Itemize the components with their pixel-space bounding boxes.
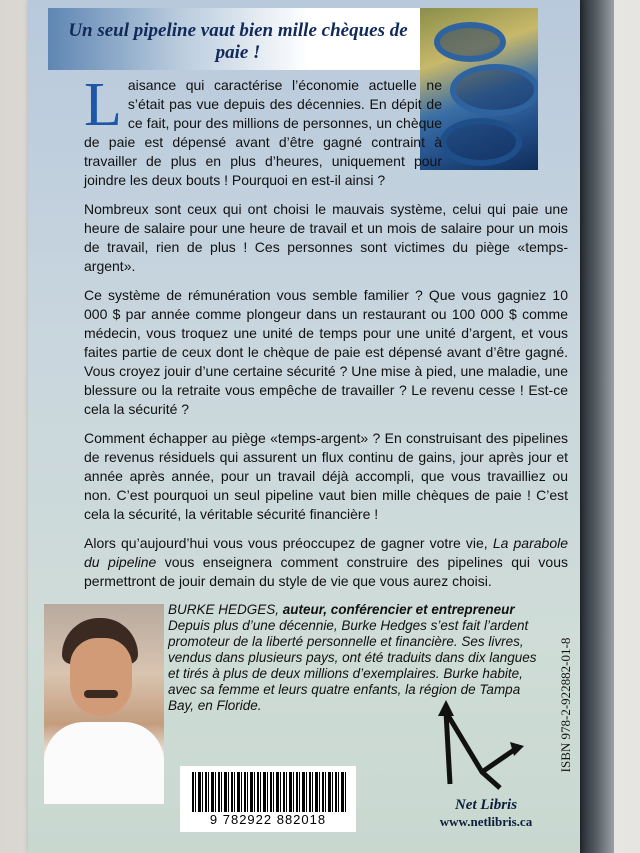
author-bio-text: Depuis plus d’une décennie, Burke Hedges s’est fait l’ardent promoteur de la liberté personnelle et financière. Ses livres, vendus dans plusieurs pays, ont été traduits dans dix langues et tirés à plus de deux millions d’exemplaires. Burke habite, avec sa femme et leurs quatre enfants, la région de Tampa Bay, en Floride. — [168, 618, 537, 713]
author-name: BURKE HEDGES, — [168, 602, 280, 617]
publisher-name: Net Libris — [454, 797, 518, 813]
book-back-cover — [28, 0, 580, 853]
paragraph-2: Nombreux sont ceux qui ont choisi le mauvais système, celui qui paie une heure de salaire pour une heure de travail et un mois de salaire pour un mois de travail, rien de plus ! Ces personnes sont victimes du piège «temps-argent». — [84, 201, 568, 274]
title-band — [48, 8, 420, 70]
publisher-url: www.netlibris.ca — [439, 814, 533, 829]
paragraph-5: Alors qu’aujourd’hui vous vous préoccupez de gagner votre vie, La parabole du pipeline vous enseignera comment construire des pipelines qui vous permettront de jouir demain du style de vie que vous aurez choisi. — [84, 535, 568, 589]
dropcap-letter: L — [84, 71, 122, 139]
book-title-inline: La parabole du pipeline — [84, 535, 568, 570]
publisher-arrows-logo — [438, 694, 528, 794]
paragraph-1: Laisance qui caractérise l’économie actuelle ne s’était pas vue depuis des décennies. En dépit de ce fait, pour des millions de personnes, un chèque de paie est dépensé avant d’être gagné contraint à travailler de plus en plus d’heures, uniquement pour joindre les deux bouts ! Pourquoi en est-il ainsi ? — [84, 71, 442, 188]
barcode-bars — [192, 772, 346, 812]
barcode — [180, 766, 356, 832]
isbn-vertical — [558, 620, 574, 790]
publisher-block — [420, 796, 552, 830]
cover-body-text — [84, 71, 568, 601]
barcode-number: 9 782922 882018 — [209, 812, 327, 827]
cover-title: Un seul pipeline vaut bien mille chèques de paie ! — [68, 20, 408, 63]
author-photo — [44, 604, 164, 804]
paragraph-4: Comment échapper au piège «temps-argent» ? En construisant des pipelines de revenus résiduels qui assurent un flux continu de gains, jour après jour et année après année, pour un travail déjà accompli, que vous travailliez ou non. C’est pourquoi un seul pipeline vaut bien mille chèques de paie ! C’est cela la sécurité, la véritable sécurité financière ! — [84, 430, 568, 522]
book-spine-edge — [580, 0, 614, 853]
author-role: auteur, conférencier et entrepreneur — [279, 602, 515, 617]
valve-wheel-icon — [434, 22, 506, 62]
paragraph-3: Ce système de rémunération vous semble familier ? Que vous gagniez 10 000 $ par année comme plongeur dans un restaurant ou 100 000 $ comme médecin, vous troquez une unité de temps pour une unité d’argent, et vous faites partie de ceux dont le chèque de paie est dépensé avant d’être gagné. Vous croyez jouir d’une certaine sécurité ? Une mise à pied, une maladie, une blessure ou la retraite vous empêche de travailler ? Le revenu cesse ! Est-ce cela la sécurité ? — [84, 287, 568, 417]
isbn-text: ISBN 978-2-922882-01-8 — [558, 637, 573, 773]
